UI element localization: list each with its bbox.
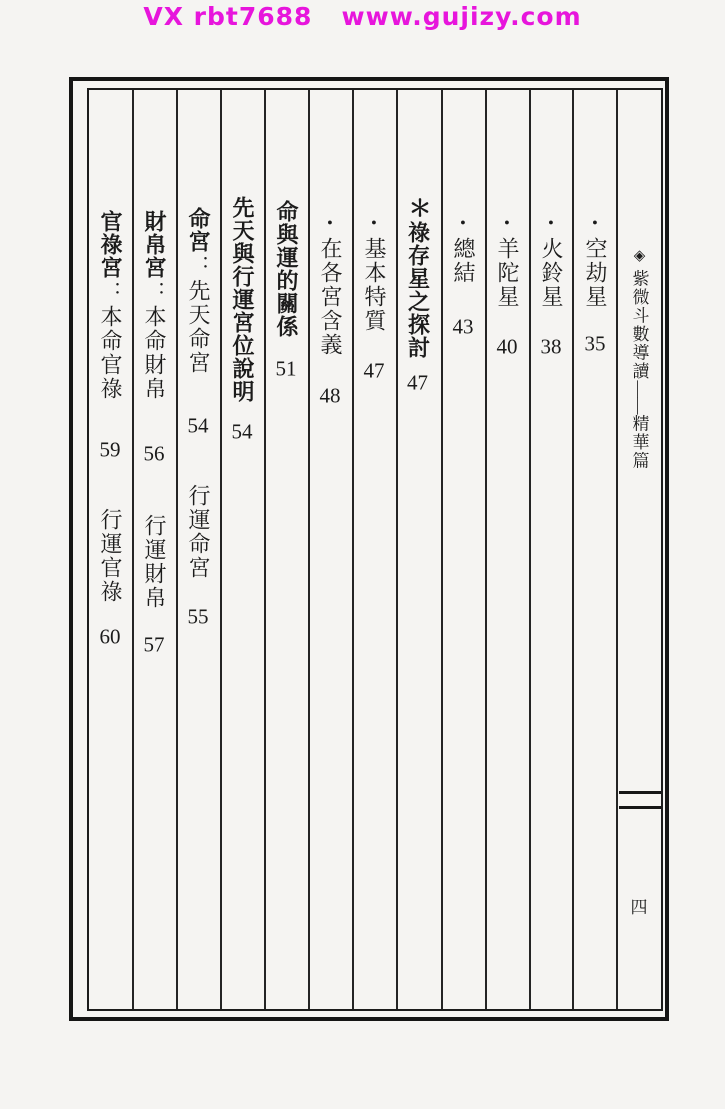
series-dash: —— (629, 380, 649, 415)
toc-subentry-label: 本命財帛 (142, 305, 167, 401)
series-title: 紫微斗數導讀 (629, 269, 649, 381)
toc-entry (132, 210, 176, 655)
toc-subentry-label: 行運官祿 (98, 508, 123, 604)
toc-entry (176, 207, 220, 627)
bullet-icon: ● (590, 217, 600, 227)
watermark-text: VX rbt7688 www.gujizy.com (143, 2, 582, 31)
toc-entry-page: 38 (540, 336, 562, 357)
toc-section-header: 財帛宮 (142, 210, 167, 279)
toc-subentry-page: 55 (187, 606, 209, 627)
toc-subentry-page: 56 (143, 443, 165, 464)
toc-subentry-page: 57 (143, 634, 165, 655)
series-title-block (616, 246, 662, 470)
bullet-icon: ● (369, 217, 379, 227)
toc-entry-label: 命與運的關係 (274, 200, 299, 338)
toc-entry (88, 210, 132, 647)
toc-section-header: 命宮 (186, 207, 211, 253)
toc-entry-page: 40 (496, 336, 518, 357)
toc-entry-page: 54 (231, 421, 253, 442)
toc-subentry-label: 先天命宮 (186, 279, 211, 375)
series-subtitle: 精華篇 (629, 414, 649, 470)
toc-subentry-page: 60 (99, 626, 121, 647)
toc-entry-page: 48 (319, 385, 341, 406)
toc-entry-label: 空劫星 (583, 237, 608, 309)
margin-rule-bottom (619, 806, 661, 809)
toc-subentry-label: 本命官祿 (98, 305, 123, 401)
diamond-icon: ◈ (630, 246, 647, 266)
toc-entry (396, 196, 440, 393)
toc-entry-label: 祿存星之探討 (405, 221, 431, 359)
toc-entry-label: 火鈴星 (539, 237, 564, 309)
toc-entry-label: 先天與行運宮位說明 (230, 196, 255, 403)
toc-entry-page: 43 (452, 316, 474, 337)
toc-entry (308, 214, 352, 406)
toc-entry (264, 200, 308, 379)
toc-entry-label: 基本特質 (362, 237, 387, 333)
asterisk-icon: ＊ (405, 196, 431, 219)
toc-entry (441, 214, 485, 337)
margin-rule-top (619, 791, 661, 794)
toc-entry-page: 47 (363, 360, 385, 381)
toc-subentry-page: 54 (187, 415, 209, 436)
toc-entry (529, 214, 573, 357)
toc-entry-page: 47 (407, 372, 428, 393)
toc-entry (573, 214, 617, 354)
toc-entry-page: 35 (584, 333, 606, 354)
colon-separator: ： (143, 281, 165, 301)
colon-separator: ： (187, 255, 209, 275)
toc-entry (485, 214, 529, 357)
toc-entry (352, 214, 396, 381)
toc-subentry-label: 行運命宮 (186, 484, 211, 580)
toc-subentry-page: 59 (99, 439, 121, 460)
toc-entry-label: 羊陀星 (495, 237, 520, 309)
bullet-icon: ● (546, 217, 556, 227)
toc-entry (220, 196, 264, 442)
toc-entry-label: 總結 (451, 237, 476, 285)
toc-entry-page: 51 (275, 358, 297, 379)
toc-subentry-label: 行運財帛 (142, 514, 167, 610)
folio-page-number: 四 (630, 898, 648, 917)
toc-section-header: 官祿宮 (98, 210, 123, 279)
bullet-icon: ● (502, 217, 512, 227)
colon-separator: ： (99, 281, 121, 301)
toc-entry-label: 在各宮含義 (318, 237, 343, 357)
bullet-icon: ● (325, 217, 335, 227)
bullet-icon: ● (458, 217, 468, 227)
